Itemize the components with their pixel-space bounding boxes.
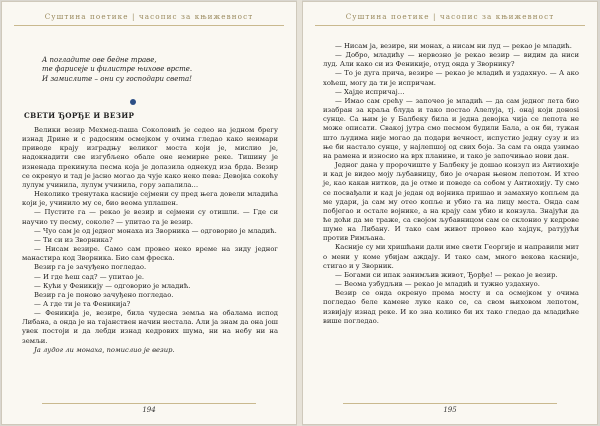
paragraph: — А где ти је та Феникија? (34, 299, 131, 308)
paragraph: — Нисам ја, везире, ни монах, а нисам ни луд — рекао је младић. (335, 42, 572, 50)
paragraph: — Добро, младићу — нервозно је рекао везир — видим да ниси луд. Али како си из Феникије, отуд онда у Зворнику? (323, 51, 579, 69)
right-body-text (323, 42, 579, 326)
section-ornament-dot (130, 99, 136, 105)
left-page (1, 1, 297, 425)
running-head-left: Суштина поетике | часопис за књижевност (14, 12, 284, 26)
paragraph: — Пустите га — рекао је везир и сејмени су отишли. — Где си научио ту песму, соколе? — упитао га је везир. (22, 208, 278, 226)
paragraph: — Богами си ипак занимљив живот, Ђорђе! — рекао је везир. (335, 270, 558, 279)
epigraph-verse (42, 56, 192, 84)
paragraph: — И где ћеш сад? — упитао је. (34, 272, 145, 281)
paragraph: Везир га је поново зачуђено погледао. (34, 290, 174, 299)
left-body-text (22, 126, 278, 355)
paragraph: Касније су ми хришћани дали име свети Георгије и направили мит о мени у коме убијам аждају. И тако сам, много векова касније, стигао и у Зворник. (323, 243, 579, 270)
page-number-left: 194 (42, 403, 256, 415)
paragraph: — Имао сам срећу — започео је младић — да сам једног лета био изабран за краља блуда и тако постао Алелуја, тј. онај који донosi сунце. Са њим је у Балбеку била и једна девојка чија се лепота не може описати. Свакоj јутра смо песмом будили Бала, а он би, тужан што људима није могао да подари вечност, испустио једну сузу и из ње би настало сунце, у најлепшој од свих боја. За сам га онда узимао на рамена и износио на врх планине, и тако је започињао нови дан. (323, 96, 579, 160)
paragraph: — Кући у Феникију — одговорио је младић. (34, 281, 191, 290)
paragraph: Ја лудог ли монаха, помислио је везир. (34, 345, 175, 354)
paragraph: Везир се онда окренуо према мосту и са осмејком у очима погледао беле камене луке како се, са свом њиховом лепотом, извијају изнад реке. И ко зна колико би их тако гледао да младићне више погледао. (323, 289, 579, 325)
paragraph: Велики везир Мехмед-паша Соколовић је седео на једном брегу изнад Дрине и с радосним осмејком у очима гледао како неимари приводе крају изградњу великог моста који је, мислио је, надокнадити све изгубљено обале оне немирне реке. Тишину је изненада прекинула песма која је долазила однекуд иза брда. Везир се окренуо и тад је јасно могао да чује како неко пева: Девојка сокоћу лулум учинила, лулум учинила, гору запалила… (22, 126, 278, 189)
right-page (302, 1, 598, 425)
paragraph: Једног дана у пророчиште у Балбеку је дошао конзул из Антиохије и кад је видео мoју љубавницу, био је очаран њеном лепотом. И хтео је, као какав нитков, да је отме и поведе са собом у Антиохију. Ту смо се посвађали и кад је један од војника пришао и замахнуо копљем да ме удари, ја сам му отео копље и убио га на лицу места. Онда сам побјегао и остале војнике, а на крају сам убио и конзула. Знајући да ће доћи да ме траже, са својом љубавницом сам се склонио у кедрове шуме на Либану. И тако сам живот провео као хајдук, ратујући против Римљана. (323, 161, 579, 243)
paragraph: — Хајде испричај… (335, 87, 405, 96)
paragraph: — Веома узбудљив — рекао је младић и тужно уздахнуо. (335, 280, 540, 289)
paragraph: Везир га је зачуђено погледао. (34, 263, 147, 272)
paragraph: — Ти си из Зворника? (34, 235, 113, 244)
verse-line: И замислите – они су господари света! (42, 74, 192, 83)
chapter-title: СВЕТИ ЂОРЂЕ И ВЕЗИР (24, 111, 135, 120)
paragraph: — То је дуга прича, везире — рекао је младић и уздахнуо. — А ако хоћеш, могу да ти је испричам. (323, 69, 579, 87)
paragraph: Неколико тренутака касније сејмени су пред њега довели младића који је, учинило му се, био веома уплашен. (22, 190, 278, 208)
verse-line: А погладите ове бедне траве, (42, 56, 157, 64)
verse-line: те фарисеје и филистре њихове врсте. (42, 65, 193, 74)
paragraph: — Нисам везире. Само сам провео неко време на зиду једног манастира код Зворника. Био сам фреска. (22, 245, 278, 263)
running-head-right: Суштина поетике | часопис за књижевност (315, 12, 585, 26)
paragraph: — Чуо сам је од једног монаха из Зворника — одговорио је младић. (34, 226, 277, 235)
page-number-right: 195 (343, 403, 557, 415)
paragraph: — Феникија је, везире, била чудесна земља на обалама испод Либана, а онда је на тајанствен начин нестала. Али ја знам да она још увек постоји и да лебди изнад кедрових шума, ни на небу ни на земљи. (22, 309, 278, 345)
